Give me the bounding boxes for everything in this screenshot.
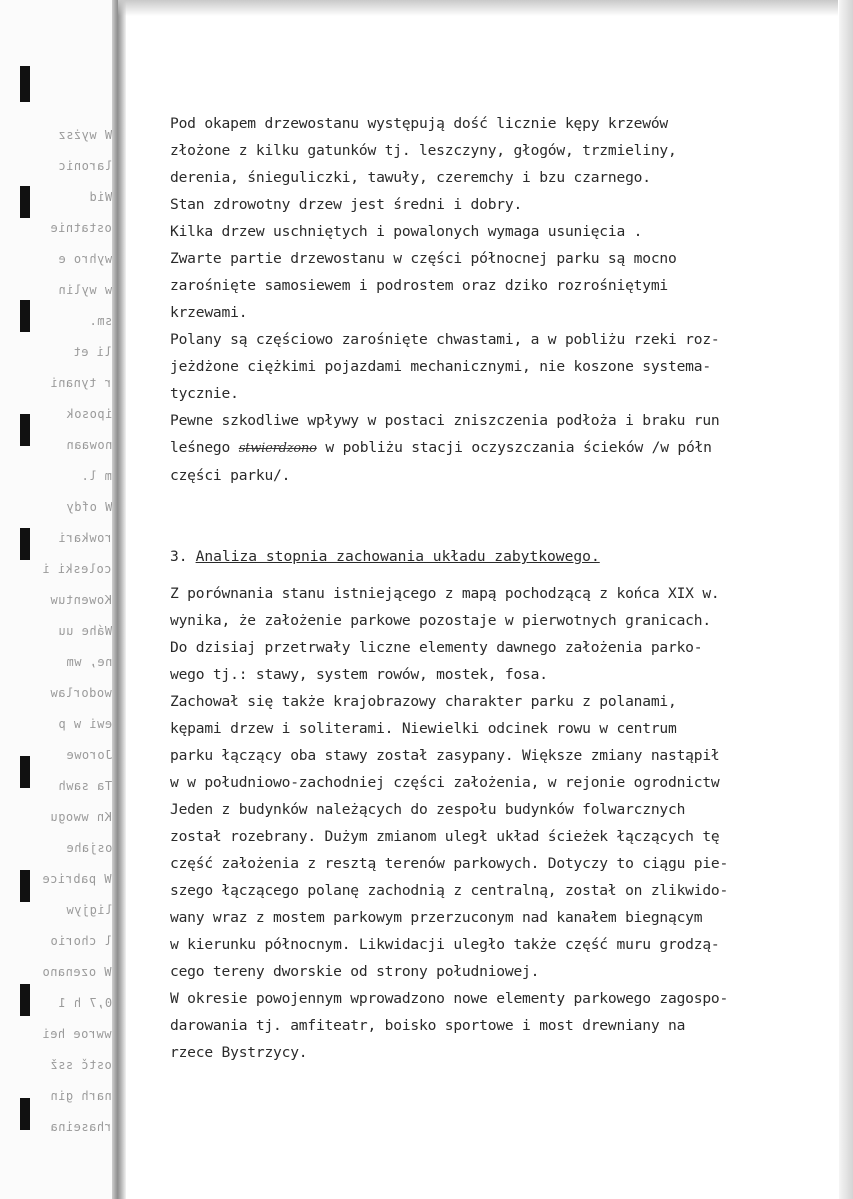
text-line: część założenia z resztą terenów parkowych. Dotyczy to ciągu pie- [170,855,729,872]
text-line: derenia, śnieguliczki, tawuły, czeremchy i bzu czarnego. [170,169,651,186]
bleed-line: w wylin [57,283,112,297]
section-heading [170,543,840,570]
bleed-line: coleski i [42,562,112,576]
bleed-line: ewi w p [57,717,112,731]
text-line: tycznie. [170,385,239,402]
bleed-line: wwroe hei [42,1027,112,1041]
text-line: szego łączącego polanę zachodnią z centralną, został on zlikwido- [170,882,729,899]
text-line: złożone z kilku gatunków tj. leszczyny, głogów, trzmieliny, [170,142,677,159]
bleed-line: Kn wwogu [50,810,112,824]
bleed-line: m l. [81,469,112,483]
bleed-line: W wyższ [57,128,112,142]
paragraph-analysis [170,580,840,1066]
bleed-line: Wáhe uu [57,624,112,638]
bleed-line: nowaan [65,438,112,452]
text-line: wynika, że założenie parkowe pozostaje w pierwotnych granicach. [170,612,711,629]
binder-mark [20,984,30,1016]
section-spacer [170,489,840,543]
text-line: zarośnięte samosiewem i podrostem oraz dziko rozrośniętymi [170,277,668,294]
text-line: Stan zdrowotny drzew jest średni i dobry. [170,196,523,213]
bleed-line: ostatnie [50,221,112,235]
binder-mark [20,1098,30,1130]
paragraph-vegetation [170,110,840,489]
typed-page [170,110,840,1066]
page-fold-shadow [112,0,126,1199]
bleed-line: wyhro e [57,252,112,266]
text-line: Pewne szkodliwe wpływy w postaci zniszczenia podłoża i braku run [170,412,720,429]
bleed-line: Kowentuw [50,593,112,607]
bleed-line: Wid [88,190,112,204]
text-line-with-correction [170,434,840,462]
text-fragment: w pobliżu stacji oczyszczania ścieków /w półn [325,439,712,456]
binder-mark [20,300,30,332]
bleed-line: r tynani [50,376,112,390]
bleed-line: 0,7 h 1 [57,996,112,1010]
bleed-line: wodorlaw [50,686,112,700]
bleed-line: osjahe [65,841,112,855]
text-line: parku łączący oba stawy został zasypany. Większe zmiany nastąpił [170,747,720,764]
bleed-line: narh gin [50,1089,112,1103]
text-line: jeżdżone ciężkimi pojazdami mechanicznymi, nie koszone systema- [170,358,711,375]
binder-mark [20,870,30,902]
binder-mark [20,414,30,446]
text-line: cego tereny dworskie od strony południowej. [170,963,540,980]
text-line: Do dzisiaj przetrwały liczne elementy dawnego założenia parko- [170,639,703,656]
bleed-line: li et [73,345,112,359]
text-line: W okresie powojennym wprowadzono nowe elementy parkowego zagospo- [170,990,729,1007]
bleed-line: ligjyw [65,903,112,917]
text-line: został rozebrany. Dużym zmianom uległ układ ścieżek łączących tę [170,828,720,845]
bleed-line: Ta sawh [57,779,112,793]
text-line: kępami drzew i soliterami. Niewielki odcinek rowu w centrum [170,720,677,737]
text-line: wego tj.: stawy, system rowów, mostek, fosa. [170,666,548,683]
text-line: rzece Bystrzycy. [170,1044,308,1061]
text-line: w kierunku północnym. Likwidacji uległo także część muru grodzą- [170,936,720,953]
text-line: Kilka drzew uschniętych i powalonych wymaga usunięcia . [170,223,643,240]
bleed-line: sm. [88,314,112,328]
left-margin-strip [0,0,118,1199]
binder-mark [20,186,30,218]
bleed-line: rhaseina [50,1120,112,1134]
top-scan-shadow [118,0,838,16]
text-line: Polany są częściowo zarośnięte chwastami, a w pobliżu rzeki roz- [170,331,720,348]
right-scan-edge [839,0,853,1199]
binder-mark [20,528,30,560]
bleed-line: l chorio [50,934,112,948]
bleed-line: iposok [65,407,112,421]
text-fragment: leśnego [170,439,231,456]
bleed-line: ne, wm [65,655,112,669]
struck-handwritten-word: stwierdzono [238,441,317,456]
bleed-line: W pabrice [42,872,112,886]
text-line: Jeden z budynków należących do zespołu budynków folwarcznych [170,801,686,818]
bleed-line: W ozenano [42,965,112,979]
bleed-line: Jorowe [65,748,112,762]
text-line: w w południowo-zachodniej części założenia, w rejonie ogrodnictw [170,774,720,791]
bleed-line: laronic [57,159,112,173]
section-number: 3. [170,548,188,565]
text-line: Zwarte partie drzewostanu w części północnej parku są mocno [170,250,677,267]
bleed-line: rowkari [57,531,112,545]
text-line: Zachował się także krajobrazowy charakter parku z polanami, [170,693,677,710]
text-line: krzewami. [170,304,248,321]
binder-mark [20,756,30,788]
section-title: Analiza stopnia zachowania układu zabytkowego. [195,548,600,565]
bleed-line: W ofdy [65,500,112,514]
text-line: Z porównania stanu istniejącego z mapą pochodzącą z końca XIX w. [170,585,720,602]
text-line: wany wraz z mostem parkowym przerzuconym nad kanałem biegnącym [170,909,703,926]
text-line: Pod okapem drzewostanu występują dość licznie kępy krzewów [170,115,668,132]
binder-mark [20,66,30,102]
text-line: darowania tj. amfiteatr, boisko sportowe i most drewniany na [170,1017,686,1034]
text-line: części parku/. [170,467,291,484]
bleed-line: ostč ssž [50,1058,112,1072]
